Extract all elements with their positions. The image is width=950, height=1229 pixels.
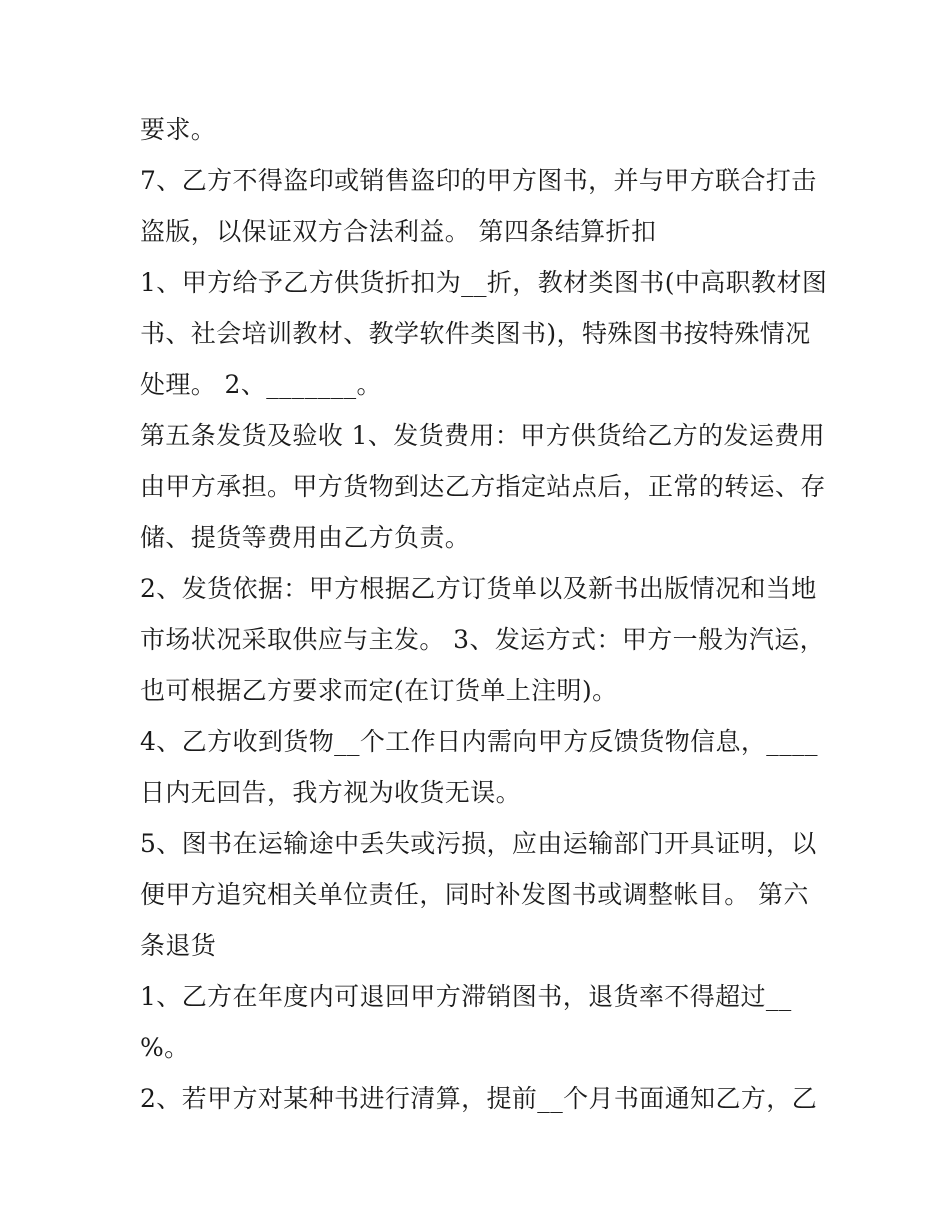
text-line-6: 处理。 2、_______。	[140, 370, 382, 399]
text-line-19: %。	[140, 1033, 190, 1062]
document-body	[140, 108, 830, 1128]
text-line-9: 储、提货等费用由乙方负责。	[140, 523, 471, 552]
text-line-13: 4、乙方收到货物__个工作日内需向甲方反馈货物信息，____	[140, 727, 818, 756]
text-line-7: 第五条发货及验收 1、发货费用：甲方供货给乙方的发运费用	[140, 421, 826, 450]
text-line-20: 2、若甲方对某种书进行清算，提前__个月书面通知乙方，乙	[140, 1084, 818, 1113]
text-line-11: 市场状况采取供应与主发。 3、发运方式：甲方一般为汽运，	[140, 625, 826, 654]
text-line-2: 7、乙方不得盗印或销售盗印的甲方图书，并与甲方联合打击	[140, 166, 817, 195]
text-line-5: 书、社会培训教材、教学软件类图书)，特殊图书按特殊情况	[140, 319, 811, 348]
text-line-17: 条退货	[140, 931, 217, 960]
text-line-3: 盗版，以保证双方合法利益。 第四条结算折扣	[140, 217, 657, 246]
text-line-16: 便甲方追究相关单位责任，同时补发图书或调整帐目。 第六	[140, 880, 809, 909]
text-line-18: 1、乙方在年度内可退回甲方滞销图书，退货率不得超过__	[140, 982, 792, 1011]
text-line-10: 2、发货依据：甲方根据乙方订货单以及新书出版情况和当地	[140, 574, 817, 603]
text-line-1: 要求。	[140, 115, 217, 144]
text-line-15: 5、图书在运输途中丢失或污损，应由运输部门开具证明，以	[140, 829, 817, 858]
text-line-4: 1、甲方给予乙方供货折扣为__折，教材类图书(中高职教材图	[140, 268, 828, 297]
text-line-14: 日内无回告，我方视为收货无误。	[140, 778, 522, 807]
text-line-8: 由甲方承担。甲方货物到达乙方指定站点后，正常的转运、存	[140, 472, 826, 501]
text-line-12: 也可根据乙方要求而定(在订货单上注明)。	[140, 676, 618, 705]
